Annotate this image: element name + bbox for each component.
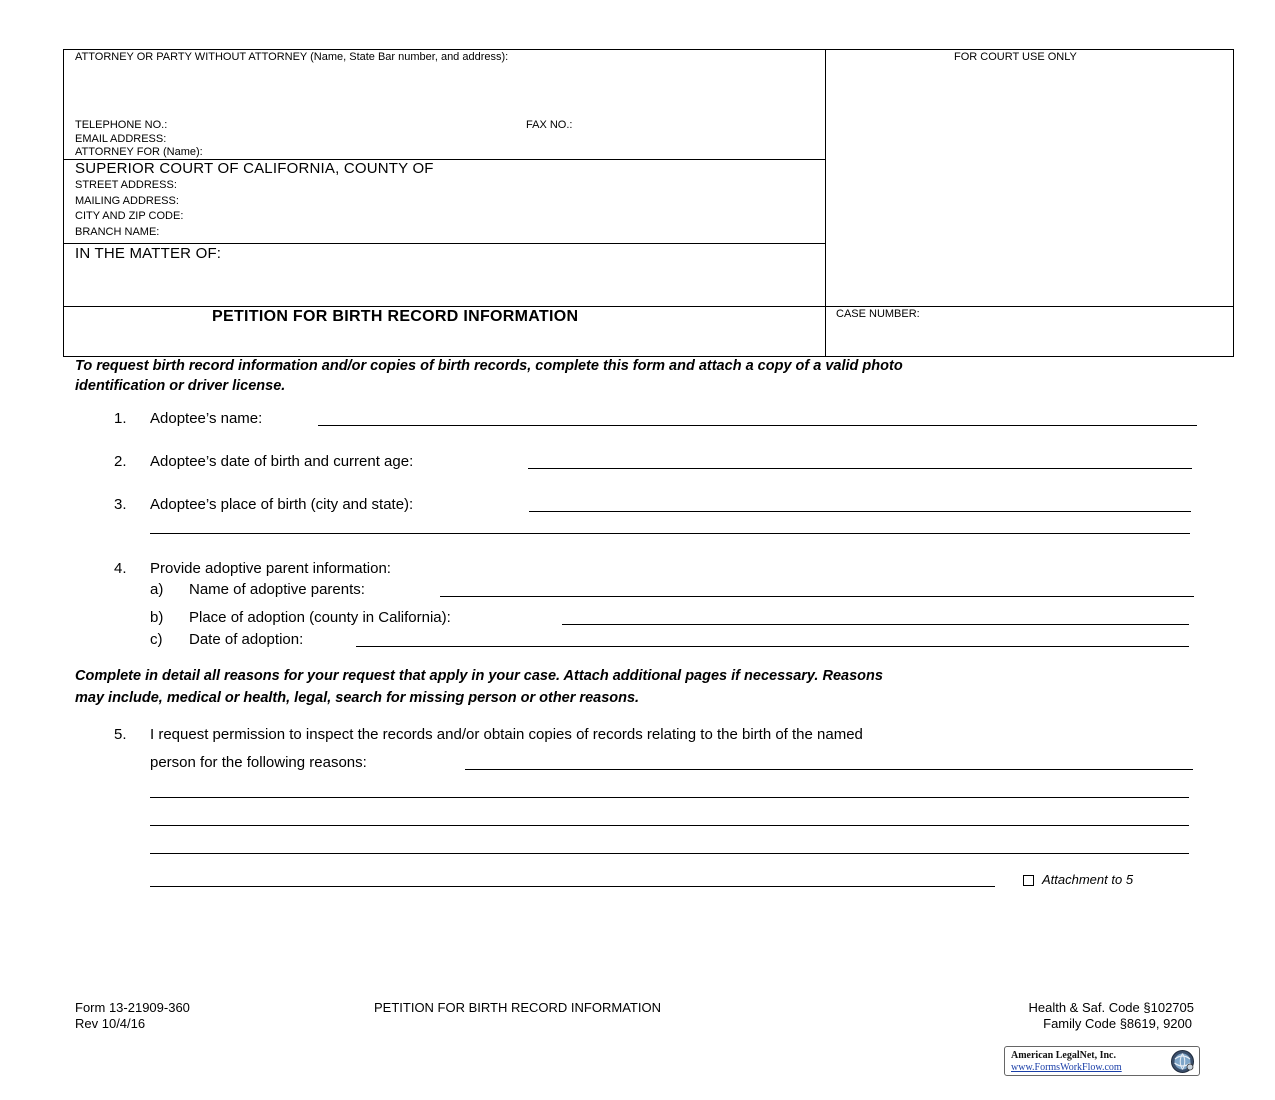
instructions-reasons xyxy=(75,665,1205,709)
case-number-label: CASE NUMBER: xyxy=(836,308,920,320)
adoptee-birthplace-label: Adoptee’s place of birth (city and state): xyxy=(150,496,414,513)
request-reasons-label: person for the following reasons: xyxy=(150,754,367,771)
logo-url-link[interactable]: www.FormsWorkFlow.com xyxy=(1011,1062,1122,1073)
health-safety-code: Health & Saf. Code §102705 xyxy=(1028,1000,1194,1015)
mailing-address-label: MAILING ADDRESS: xyxy=(75,195,179,207)
adoption-date-label: Date of adoption: xyxy=(189,631,304,648)
caption-divider-court xyxy=(63,243,826,244)
reasons-field-line5[interactable] xyxy=(150,886,995,887)
request-permission-text: I request permission to inspect the records and/or obtain copies of records relating to the birth of the named xyxy=(150,726,863,743)
court-use-label: FOR COURT USE ONLY xyxy=(954,51,1077,63)
adoptee-birthplace-field[interactable] xyxy=(529,511,1191,512)
item-5-number: 5. xyxy=(114,726,127,743)
item-4b-letter: b) xyxy=(150,609,164,626)
item-4a-letter: a) xyxy=(150,581,164,598)
attorney-for-label: ATTORNEY FOR (Name): xyxy=(75,146,203,158)
adoptee-birthplace-field-line2[interactable] xyxy=(150,533,1190,534)
item-4c-letter: c) xyxy=(150,631,163,648)
adoptee-name-label: Adoptee’s name: xyxy=(150,410,263,427)
reasons-field-line3[interactable] xyxy=(150,825,1189,826)
matter-label: IN THE MATTER OF: xyxy=(75,245,222,262)
american-legalnet-logo[interactable] xyxy=(1004,1046,1200,1076)
attorney-label: ATTORNEY OR PARTY WITHOUT ATTORNEY (Name, State Bar number, and address): xyxy=(75,51,509,63)
reasons-field-line2[interactable] xyxy=(150,797,1189,798)
footer-title: PETITION FOR BIRTH RECORD INFORMATION xyxy=(374,1000,661,1015)
reasons-field-line4[interactable] xyxy=(150,853,1189,854)
adoption-place-label: Place of adoption (county in California): xyxy=(189,609,451,626)
family-code: Family Code §8619, 9200 xyxy=(1043,1016,1192,1031)
form-title: PETITION FOR BIRTH RECORD INFORMATION xyxy=(212,308,579,325)
fax-label: FAX NO.: xyxy=(526,119,573,131)
attachment-checkbox[interactable] xyxy=(1023,875,1034,886)
instructions-photo-id xyxy=(75,356,1205,396)
street-address-label: STREET ADDRESS: xyxy=(75,179,177,191)
attachment-label: Attachment to 5 xyxy=(1042,872,1134,887)
city-zip-label: CITY AND ZIP CODE: xyxy=(75,210,184,222)
email-label: EMAIL ADDRESS: xyxy=(75,133,167,145)
item-2-number: 2. xyxy=(114,453,127,470)
caption-divider-title xyxy=(63,306,1234,307)
telephone-label: TELEPHONE NO.: xyxy=(75,119,168,131)
adoptive-parents-name-field[interactable] xyxy=(440,596,1194,597)
instructions-reasons-line1: Complete in detail all reasons for your request that apply in your case. Attach additional pages if necessary. Reasons xyxy=(75,668,883,684)
instructions-reasons-line2: may include, medical or health, legal, search for missing person or other reasons. xyxy=(75,690,640,706)
caption-divider-vertical xyxy=(825,49,826,357)
adoptee-name-field[interactable] xyxy=(318,425,1197,426)
form-number: Form 13-21909-360 xyxy=(75,1000,190,1015)
instructions-photo-id-line1: To request birth record information and/or copies of birth records, complete this form and attach a copy of a valid photo xyxy=(75,358,903,374)
adoptive-parent-info-label: Provide adoptive parent information: xyxy=(150,560,391,577)
court-title: SUPERIOR COURT OF CALIFORNIA, COUNTY OF xyxy=(75,160,434,177)
adoptee-dob-field[interactable] xyxy=(528,468,1192,469)
logo-company-name: American LegalNet, Inc. xyxy=(1011,1050,1116,1061)
adoptee-dob-label: Adoptee’s date of birth and current age: xyxy=(150,453,414,470)
reasons-field-line1[interactable] xyxy=(465,769,1193,770)
item-4-number: 4. xyxy=(114,560,127,577)
form-revision: Rev 10/4/16 xyxy=(75,1016,146,1031)
adoptive-parents-name-label: Name of adoptive parents: xyxy=(189,581,365,598)
item-1-number: 1. xyxy=(114,410,127,427)
adoption-place-field[interactable] xyxy=(562,624,1189,625)
item-3-number: 3. xyxy=(114,496,127,513)
branch-name-label: BRANCH NAME: xyxy=(75,226,160,238)
instructions-photo-id-line2: identification or driver license. xyxy=(75,378,286,394)
adoption-date-field[interactable] xyxy=(356,646,1189,647)
globe-icon xyxy=(1170,1049,1195,1074)
